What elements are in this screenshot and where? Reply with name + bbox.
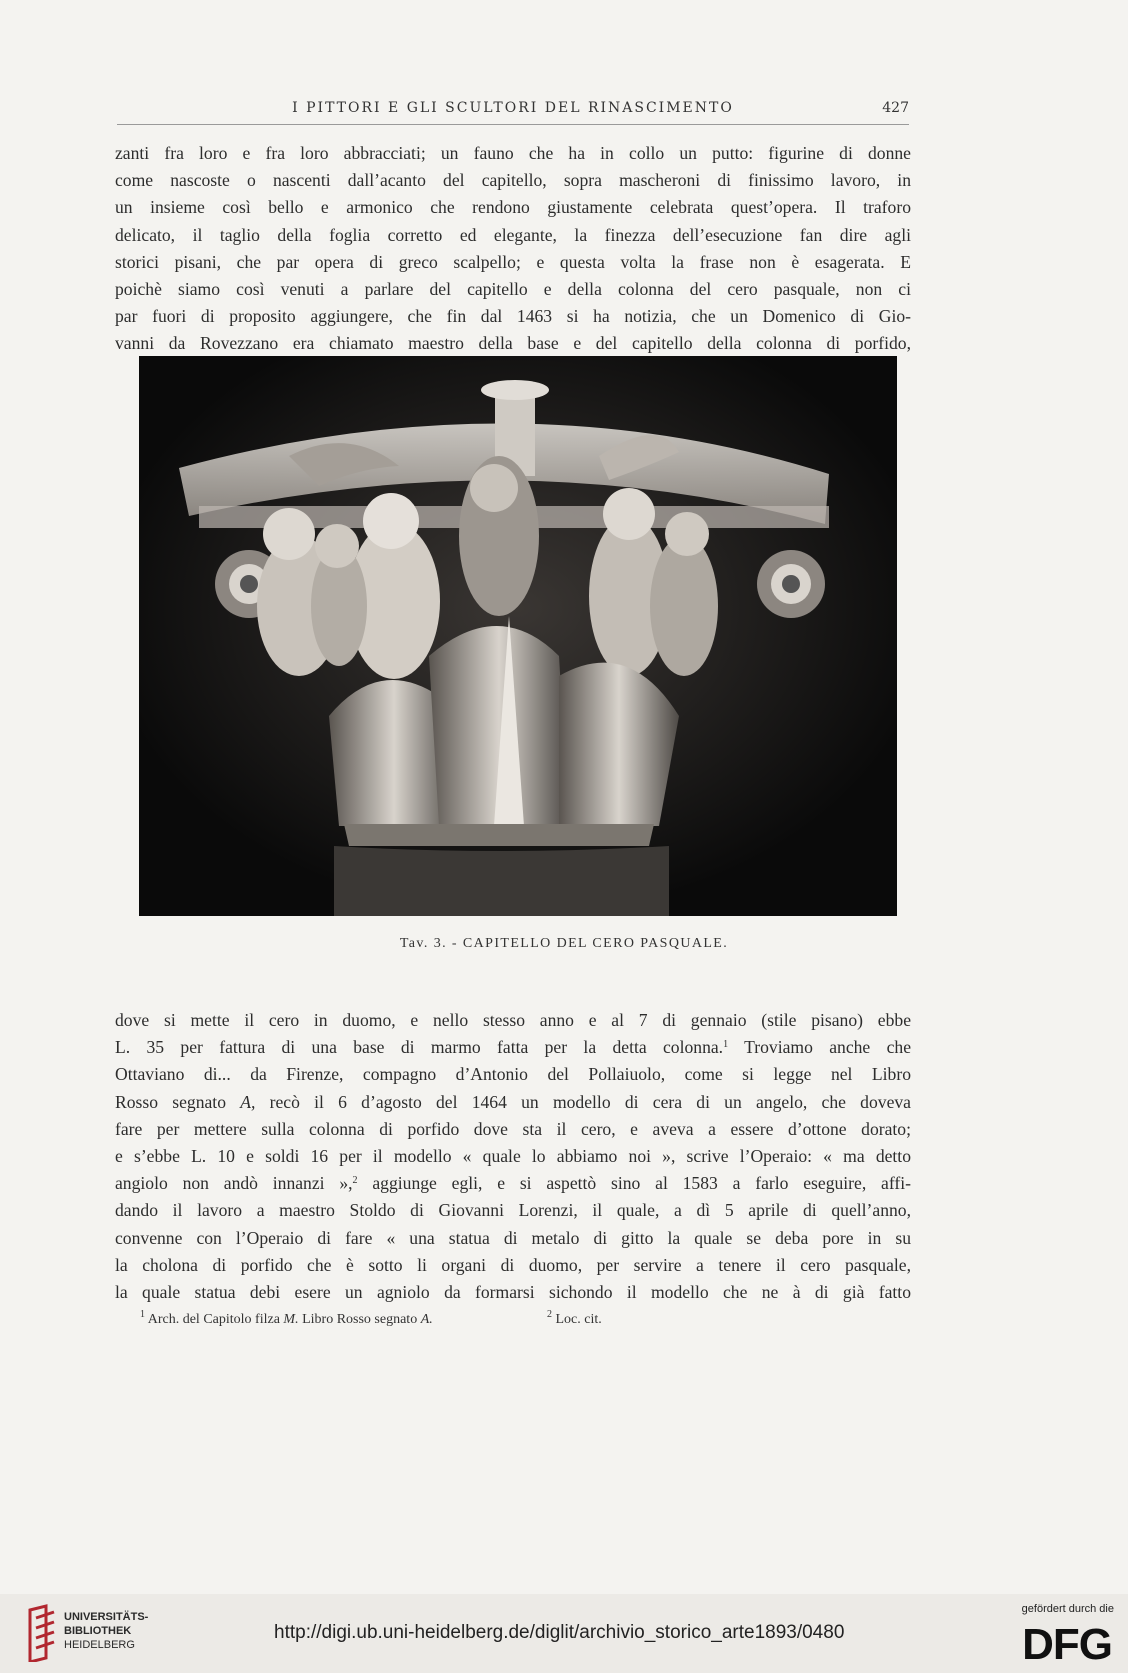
plate-caption — [0, 936, 1128, 952]
text-line: dove si mette il cero in duomo, e nello stesso anno e al 7 di gennaio (stile pisano) ebbe — [115, 1010, 911, 1030]
paragraph-top — [115, 140, 911, 358]
text-line: fare per mettere sulla colonna di porfido dove sta il cero, e aveva a essere d’ottone dorato; — [115, 1118, 911, 1139]
text-line: convenne con l’Operaio di fare « una statua di metalo di gitto la quale se deba pore in su — [115, 1227, 911, 1248]
university-library-name: UNIVERSITÄTS- BIBLIOTHEK HEIDELBERG — [64, 1611, 149, 1651]
text-line: delicato, il taglio della foglia corretto ed elegante, la finezza dell’esecuzione fan dire agli — [115, 224, 911, 245]
text-line: come nascoste o nascenti dall’acanto del capitello, sopra mascheroni di finissimo lavoro, in — [115, 170, 911, 191]
text-line: la quale statua debi esere un agniolo da formarsi sichondo il modello che ne à di già fatto — [115, 1281, 911, 1302]
text-line: Rosso segnato A, recò il 6 d’agosto del 1464 un modello di cera di un angelo, che doveva — [115, 1091, 911, 1112]
footnote-ref: 2 — [352, 1175, 358, 1187]
text-line: par fuori di proposito aggiungere, che fin dal 1463 si ha notizia, che un Domenico di Gio- — [115, 306, 911, 327]
footnotes — [140, 1309, 900, 1328]
text-line: un insieme così bello e armonico che rendono giustamente celebrata quest’opera. Il traforo — [115, 197, 911, 218]
page-number: 427 — [882, 100, 909, 116]
plate-caption-title: - CAPITELLO DEL CERO PASQUALE. — [451, 936, 729, 951]
footnote-ref: 1 — [723, 1039, 729, 1051]
text-line: angiolo non andò innanzi »,$^2$ aggiunge egli, e si aspettò sino al 1583 a farlo eseguire, affi- — [115, 1173, 912, 1194]
footnote-1: $^1$ Arch. del Capitolo filza M. Libro Rosso segnato A. — [140, 1309, 433, 1327]
paragraph-bottom — [115, 1007, 911, 1306]
text-line: la cholona di porfido che è sotto li organi di duomo, per servire a tenere il cero pasquale, — [115, 1254, 911, 1275]
text-line: Ottaviano di... da Firenze, compagno d’Antonio del Pollaiuolo, come si legge nel Libro — [115, 1064, 911, 1085]
text-line: dando il lavoro a maestro Stoldo di Giovanni Lorenzi, il quale, a dì 5 aprile di quell’anno, — [115, 1200, 911, 1221]
text-line: L. 35 per fattura di una base di marmo fatta per la detta colonna.$^1$ Troviamo anche che — [115, 1037, 911, 1058]
source-url-link[interactable]: http://digi.ub.uni-heidelberg.de/diglit/archivio_storico_arte1893/0480 — [274, 1622, 845, 1643]
running-head — [117, 98, 909, 125]
university-library-logo-icon — [26, 1604, 60, 1662]
plate-photograph — [139, 356, 897, 916]
funding-label: gefördert durch die — [1021, 1603, 1114, 1615]
plate-caption-number: Tav. 3. — [399, 936, 448, 951]
text-line: poichè siamo così venuti a parlare del capitello e della colonna del cero pasquale, non ci — [115, 278, 911, 299]
dfg-logo: DFG — [1022, 1620, 1112, 1669]
running-title: I PITTORI E GLI SCULTORI DEL RINASCIMENTO — [292, 100, 734, 116]
text-line: e s’ebbe L. 10 e soldi 16 per il modello « quale lo abbiamo noi », scrive l’Operaio: « ma detto — [115, 1145, 911, 1166]
text-line: storici pisani, che par opera di greco scalpello; e questa volta la frase non è esagerata. E — [115, 251, 911, 272]
text-line: zanti fra loro e fra loro abbracciati; un fauno che ha in collo un putto: figurine di donne — [115, 143, 911, 163]
footnote-2: $^2$ Loc. cit. — [547, 1309, 602, 1327]
capital-photo-drawing — [139, 356, 897, 916]
text-line: vanni da Rovezzano era chiamato maestro della base e del capitello della colonna di porfido, — [115, 333, 911, 354]
